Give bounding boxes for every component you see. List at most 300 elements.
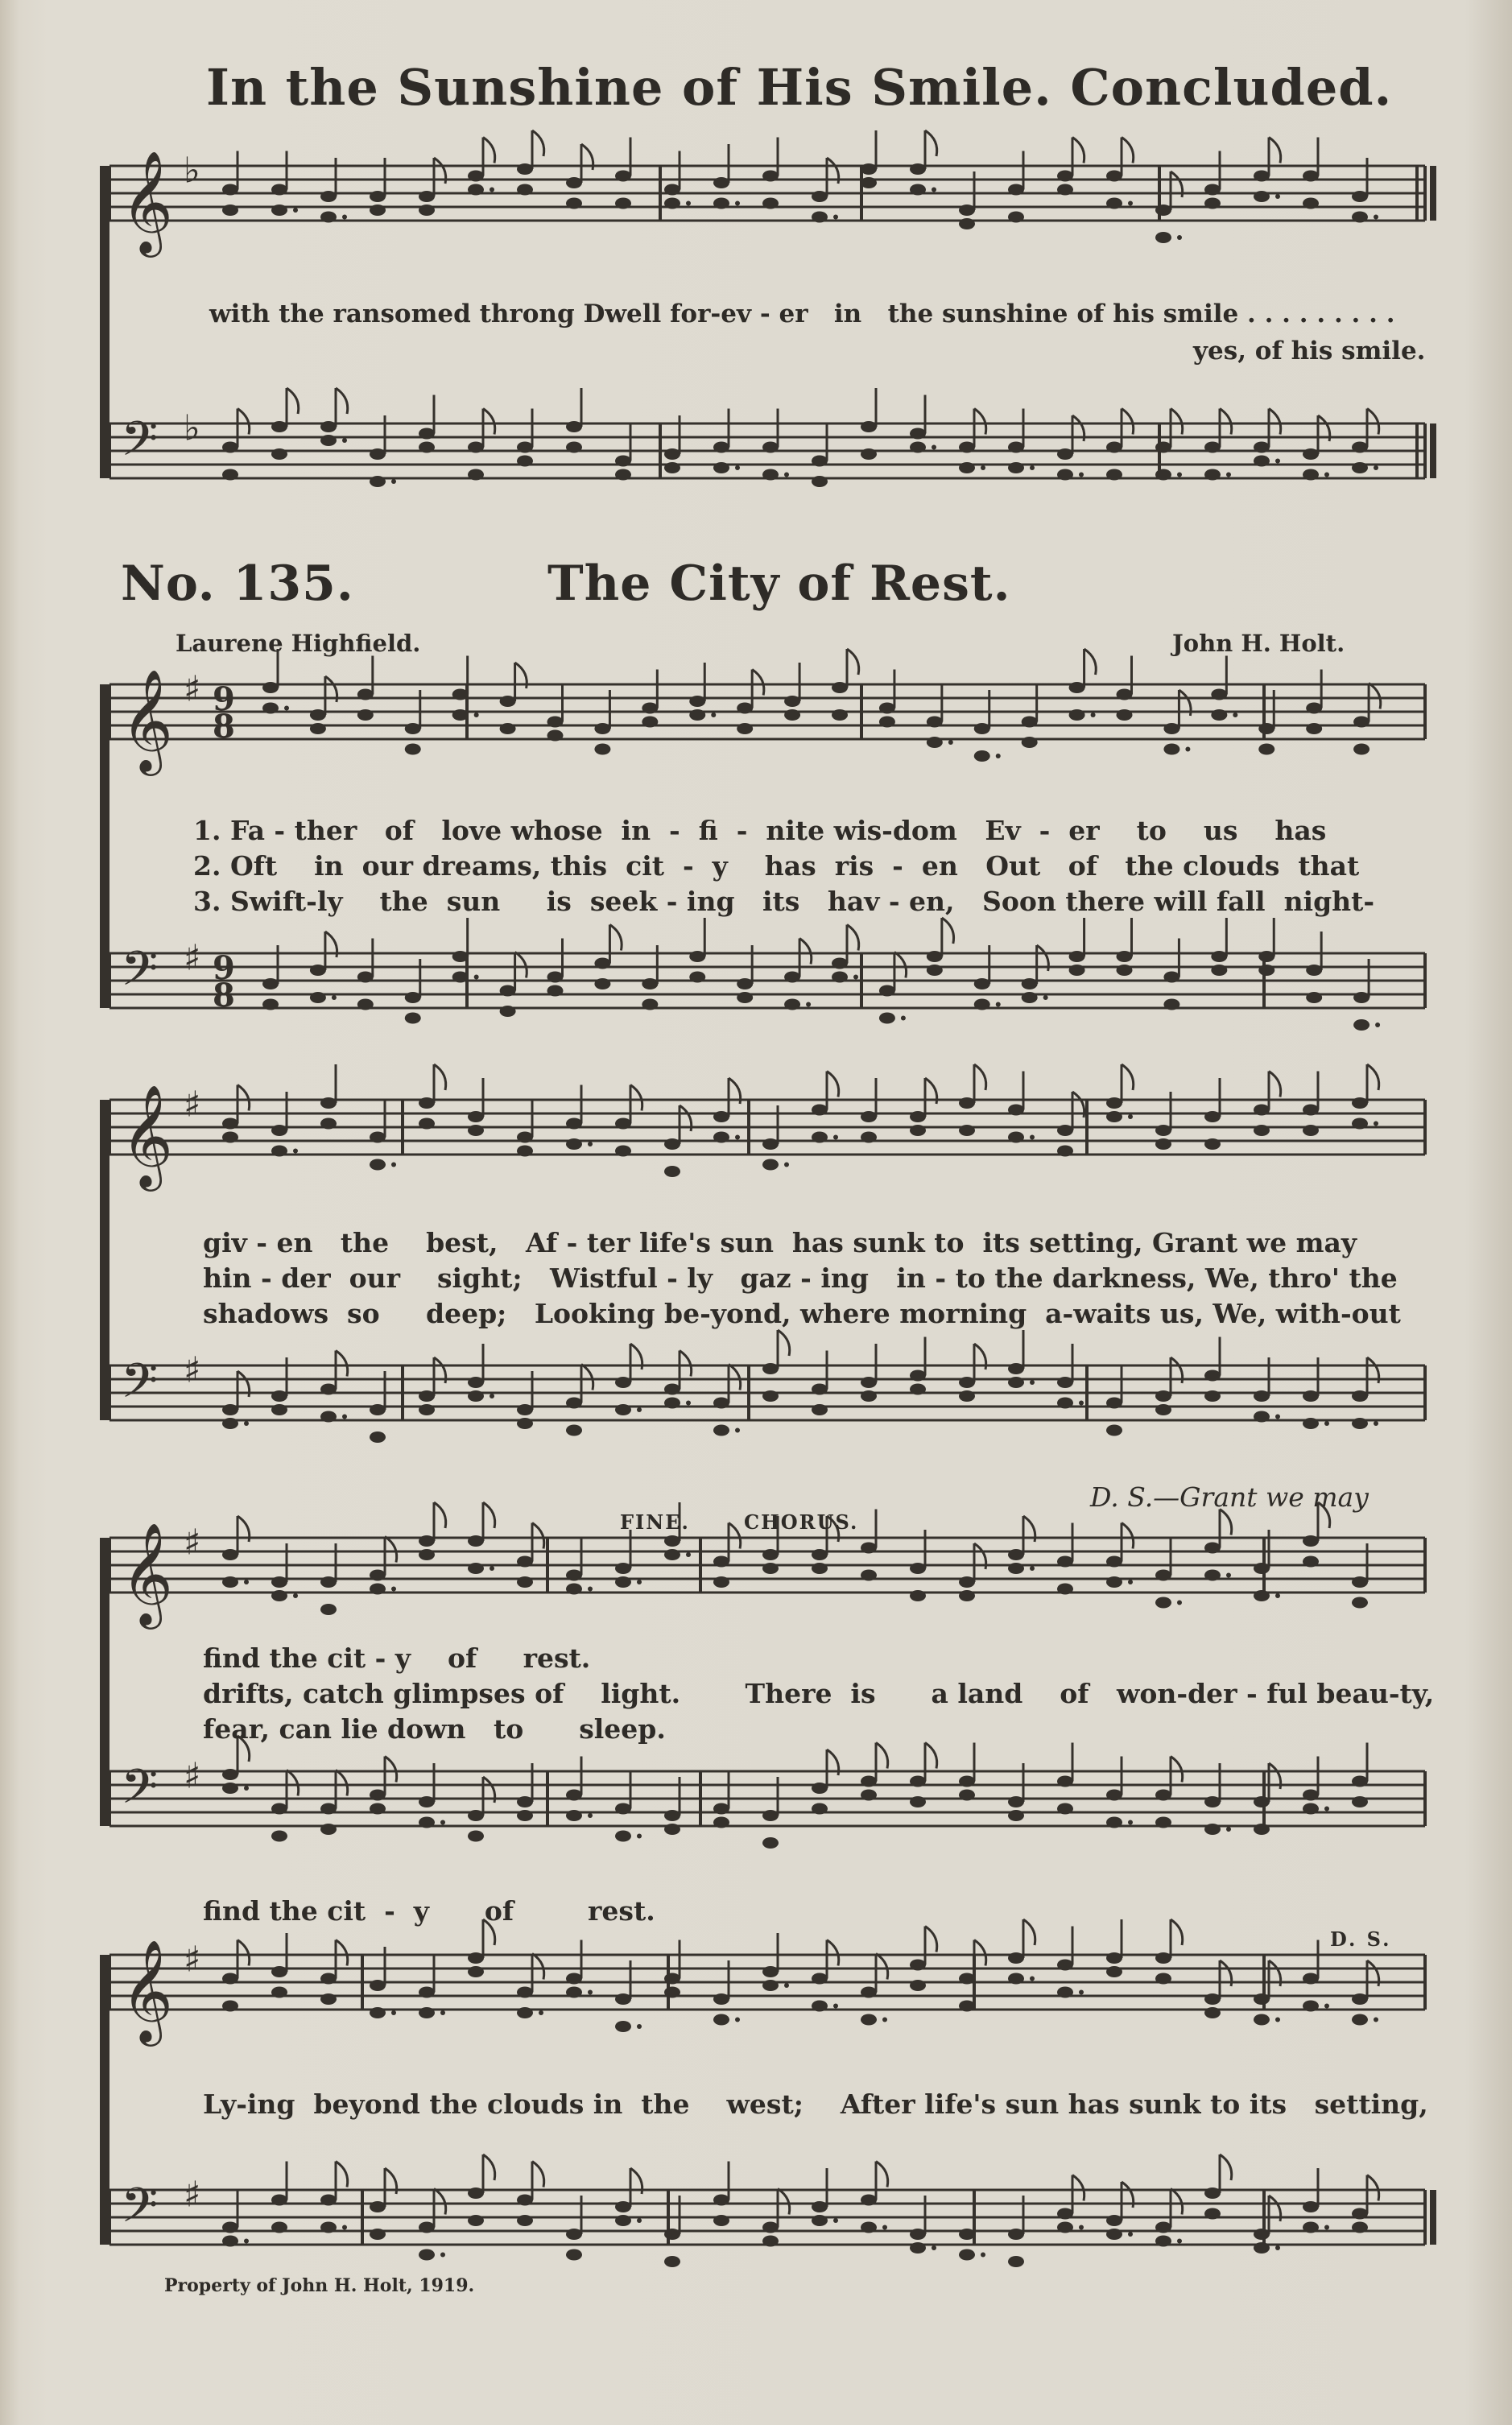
note-head [320,2195,337,2206]
note-head [664,1384,680,1395]
dot [1375,1022,1380,1027]
note-head [959,1125,975,1136]
note-head [1008,1973,1024,1985]
note-head [1303,2222,1319,2233]
dot [1233,713,1237,717]
dot [735,1428,740,1433]
ds-instruction-system-2: D. S.—Grant we may [1090,1481,1369,1513]
note-flag [532,130,544,156]
note-flag [1122,1523,1134,1549]
note-head [1258,951,1274,962]
note-flag [799,939,812,965]
note-flag [925,1743,937,1769]
note-head [1303,1803,1319,1815]
note-flag [1084,649,1097,675]
note-head [615,171,631,182]
note-head [222,1576,238,1588]
note-head [468,1377,484,1388]
note-head [959,1776,975,1787]
note-head [615,1404,631,1415]
note-head [1204,184,1221,196]
key-signature: ♯ [184,1084,201,1126]
note-head [1057,1146,1073,1157]
note-head [468,2187,484,2199]
note-head [713,1803,729,1815]
note-head [1258,723,1274,734]
note-flag [434,2189,446,2215]
dot [637,2024,642,2029]
note-head [547,730,564,742]
dot [1275,1593,1280,1598]
note-flag [752,670,764,696]
bass-clef: 𝄢 [121,2177,159,2245]
note-head [1306,992,1322,1003]
note-head [1303,171,1319,182]
note-head [1057,1584,1073,1595]
note-head [271,1831,287,1842]
note-head [1303,448,1319,460]
note-head [405,992,421,1003]
note-head [1303,469,1319,481]
dot [1030,1977,1035,1981]
note-head [762,1159,779,1171]
note-head [1211,689,1227,700]
note-head [517,1556,533,1568]
note-head [1303,1535,1319,1547]
note-head [974,750,990,762]
key-signature: ♭ [184,150,200,192]
chorus-mark: CHORUS. [744,1510,859,1534]
note-head [310,992,326,1003]
note-head [271,421,287,432]
note-head [1352,462,1368,473]
note-head [1008,462,1024,473]
bass-clef: 𝄢 [121,940,159,1008]
note-flag [876,2162,888,2187]
note-flag [336,388,348,414]
note-head [222,469,238,481]
dot [784,473,789,477]
note-head [222,1418,238,1429]
note-head [594,978,610,989]
note-head [1204,1993,1221,2005]
note-flag [1220,409,1232,435]
note-head [1106,1817,1122,1828]
dot [1091,713,1096,717]
note-head [1204,2208,1221,2220]
note-flag [287,388,299,414]
dot [686,1552,691,1557]
note-flag [1367,1064,1379,1090]
note-head [642,999,658,1010]
note-head [762,2222,779,2233]
note-head [1008,1563,1024,1574]
note-head [370,1584,386,1595]
note-head [452,972,469,983]
note-head [1254,191,1270,202]
note-head [370,191,386,202]
note-head [1352,1776,1368,1787]
dot [882,2225,887,2230]
note-head [832,972,848,983]
note-head [1204,1543,1221,1554]
note-head [762,442,779,453]
note-head [812,2201,828,2212]
note-head [310,965,326,976]
note-head [320,1973,337,1985]
ds-mark-system-4: D. S. [1330,1927,1392,1951]
note-head [812,1105,828,1116]
note-head [784,972,800,983]
note-head [1106,1952,1122,1964]
note-flag [1072,2175,1084,2201]
dot [637,1834,642,1839]
note-head [1211,951,1227,962]
dot [1324,1807,1329,1812]
verse-1-line-1: 1. Fa - ther of love whose in - fi - nite wis-dom Ev - er to us has [193,815,1327,846]
note-head [664,1987,680,1998]
note-head [1155,1952,1171,1964]
note-head [1155,1790,1171,1801]
note-flag [1171,1757,1183,1783]
note-flag [942,918,954,944]
note-head [452,689,469,700]
note-head [1057,1377,1073,1388]
note-head [547,717,564,728]
note-head [615,1576,631,1588]
note-flag [238,409,250,435]
note-flag [778,2189,790,2215]
note-flag [894,952,907,978]
note-head [910,428,926,440]
note-head [419,1535,435,1547]
song-title: The City of Rest. [547,556,1011,612]
key-signature: ♯ [184,1939,201,1981]
dot [1030,465,1035,470]
dot [996,1002,1001,1007]
note-head [615,198,631,209]
treble-clef: 𝄞 [121,668,174,771]
dot [932,188,936,192]
note-flag [729,1523,741,1549]
note-head [910,1960,926,1971]
dot [440,2010,445,2015]
note-head [271,448,287,460]
note-head [1254,1824,1270,1835]
note-head [664,2229,680,2240]
dot [1275,1415,1280,1419]
key-signature: ♯ [184,1522,201,1564]
note-head [370,476,386,487]
dot [833,215,838,220]
note-head [1106,1097,1122,1109]
note-head [664,1138,680,1150]
dot [637,2218,642,2223]
key-signature: ♯ [184,937,201,979]
dot [735,201,740,206]
note-head [468,1111,484,1122]
note-head [861,1132,877,1143]
time-signature: 9 [213,680,235,718]
note-head [959,204,975,216]
note-head [861,1776,877,1787]
song-number: No. 135. [121,556,354,612]
note-head [1069,951,1085,962]
dot [1226,473,1231,477]
note-head [1303,1790,1319,1801]
note-head [1022,978,1038,989]
dot [244,1580,249,1584]
note-head [959,1790,975,1801]
note-head [861,1390,877,1402]
note-head [664,1535,680,1547]
note-head [468,184,484,196]
note-head [1306,703,1322,714]
note-head [959,218,975,229]
note-head [419,1390,435,1402]
note-head [1057,1960,1073,1971]
dot [391,1587,396,1592]
note-head [1254,2229,1270,2240]
note-head [737,978,753,989]
note-head [1303,2001,1319,2012]
note-head [517,2215,533,2226]
note-head [1106,198,1122,209]
note-head [664,198,680,209]
dot [1275,459,1280,464]
note-head [1254,456,1270,467]
note-head [370,1980,386,1991]
note-head [594,958,610,969]
bass-clef: 𝄢 [121,411,159,478]
dot [1275,2018,1280,2022]
dot [996,754,1001,758]
note-head [832,709,848,721]
note-head [370,1803,386,1815]
lyricist-credit: Laurene Highfield. [176,630,421,657]
note-head [566,2249,582,2261]
note-head [1352,2014,1368,2026]
note-head [1353,744,1369,755]
note-head [1303,1418,1319,1429]
dot [440,2253,445,2258]
dot [1079,473,1084,477]
dot [1128,201,1133,206]
note-head [713,1576,729,1588]
note-head [1352,1993,1368,2005]
note-flag [336,1770,348,1796]
note-head [566,177,582,188]
note-head [812,1973,828,1985]
note-head [320,1384,337,1395]
note-head [517,2007,533,2018]
note-head [1254,2242,1270,2254]
note-head [271,1404,287,1415]
dot [1043,995,1048,1000]
note-head [1352,1097,1368,1109]
dot [1374,1122,1378,1126]
note-head [594,744,610,755]
note-head [615,1146,631,1157]
note-flag [876,1954,888,1980]
note-head [517,1796,533,1807]
note-flag [1023,1919,1035,1945]
time-signature: 9 [213,949,235,987]
note-head [713,462,729,473]
note-head [1008,2256,1024,2267]
note-head [713,1556,729,1568]
note-head [1057,171,1073,182]
note-head [861,448,877,460]
note-head [517,1132,533,1143]
note-flag [483,2154,495,2180]
note-head [1008,1952,1024,1964]
note-head [861,177,877,188]
dot [342,215,347,220]
note-head [271,1146,287,1157]
note-head [271,1390,287,1402]
note-head [1008,212,1024,223]
dot [686,201,691,206]
note-head [762,1837,779,1849]
note-head [737,992,753,1003]
note-flag [847,649,859,675]
note-head [468,469,484,481]
dot [637,1407,642,1412]
note-head [1057,2208,1073,2220]
note-head [370,1570,386,1581]
note-head [468,1535,484,1547]
note-head [468,171,484,182]
note-flag [1367,2175,1379,2201]
dot [1374,2018,1378,2022]
note-head [357,972,374,983]
note-head [1057,184,1073,196]
dot [342,2225,347,2230]
note-head [1303,1973,1319,1985]
note-head [1352,1597,1368,1609]
note-head [642,703,658,714]
note-flag [238,1085,250,1111]
note-head [222,1132,238,1143]
note-head [419,1097,435,1109]
note-head [468,1966,484,1977]
verse-3-line-1: 3. Swift-ly the sun is seek - ing its hav - en, Soon there will fall night- [193,886,1375,917]
dot [490,188,494,192]
dot [1128,1114,1133,1119]
note-flag [1220,2154,1232,2180]
note-head [1155,1138,1171,1150]
dot [735,1135,740,1140]
note-head [1163,999,1179,1010]
note-head [1069,965,1085,976]
note-head [566,1118,582,1130]
note-head [419,204,435,216]
concluded-lyric-line: with the ransomed throng Dwell for-ev - er in the sunshine of his smile . . . . . . . . . [209,300,1395,328]
dot [1177,2239,1182,2244]
note-head [1204,198,1221,209]
note-head [1163,972,1179,983]
dot [1275,194,1280,199]
note-head [615,456,631,467]
dot [833,1135,838,1140]
note-head [1106,2229,1122,2240]
note-head [222,204,238,216]
treble-clef: 𝄞 [121,1084,174,1187]
note-head [1303,198,1319,209]
note-head [910,1590,926,1601]
note-head [861,2014,877,2026]
note-head [664,1398,680,1409]
note-head [861,2195,877,2206]
note-head [832,958,848,969]
note-head [271,2222,287,2233]
note-head [1008,1377,1024,1388]
note-head [689,709,705,721]
note-head [310,723,326,734]
note-head [1106,1576,1122,1588]
note-head [1057,1125,1073,1136]
note-head [419,1987,435,1998]
dot [588,1813,593,1818]
note-head [1008,1105,1024,1116]
note-head [320,1604,337,1615]
note-head [1106,1425,1122,1436]
note-head [689,951,705,962]
dot [901,1016,906,1021]
dot [1177,235,1182,240]
note-head [271,184,287,196]
note-head [762,1966,779,1977]
dot [1079,1990,1084,1995]
dot [735,2018,740,2022]
note-head [615,1831,631,1842]
note-head [762,198,779,209]
note-flag [532,1954,544,1980]
note-head [517,1146,533,1157]
note-head [1008,1549,1024,1560]
note-head [1155,232,1171,243]
note-flag [385,1537,397,1563]
note-head [419,2249,435,2261]
note-head [1352,191,1368,202]
note-head [357,709,374,721]
note-head [615,1993,631,2005]
note-head [1155,1570,1171,1581]
note-head [1254,1993,1270,2005]
note-head [320,421,337,432]
key-signature: ♯ [184,1349,201,1391]
note-head [320,1803,337,1815]
note-flag [827,1072,839,1097]
verse-1-line-3: find the cit - y of rest. [203,1642,591,1674]
fine-mark: FINE. [620,1510,690,1534]
note-head [910,2229,926,2240]
dot [1324,2225,1329,2230]
note-flag [385,1757,397,1783]
note-head [1008,1796,1024,1807]
note-head [1352,442,1368,453]
dot [244,1421,249,1426]
note-head [784,709,800,721]
note-head [566,1584,582,1595]
note-head [1204,1570,1221,1581]
note-head [320,1993,337,2005]
note-head [642,717,658,728]
note-head [566,1570,582,1581]
note-head [1008,184,1024,196]
note-head [927,951,943,962]
